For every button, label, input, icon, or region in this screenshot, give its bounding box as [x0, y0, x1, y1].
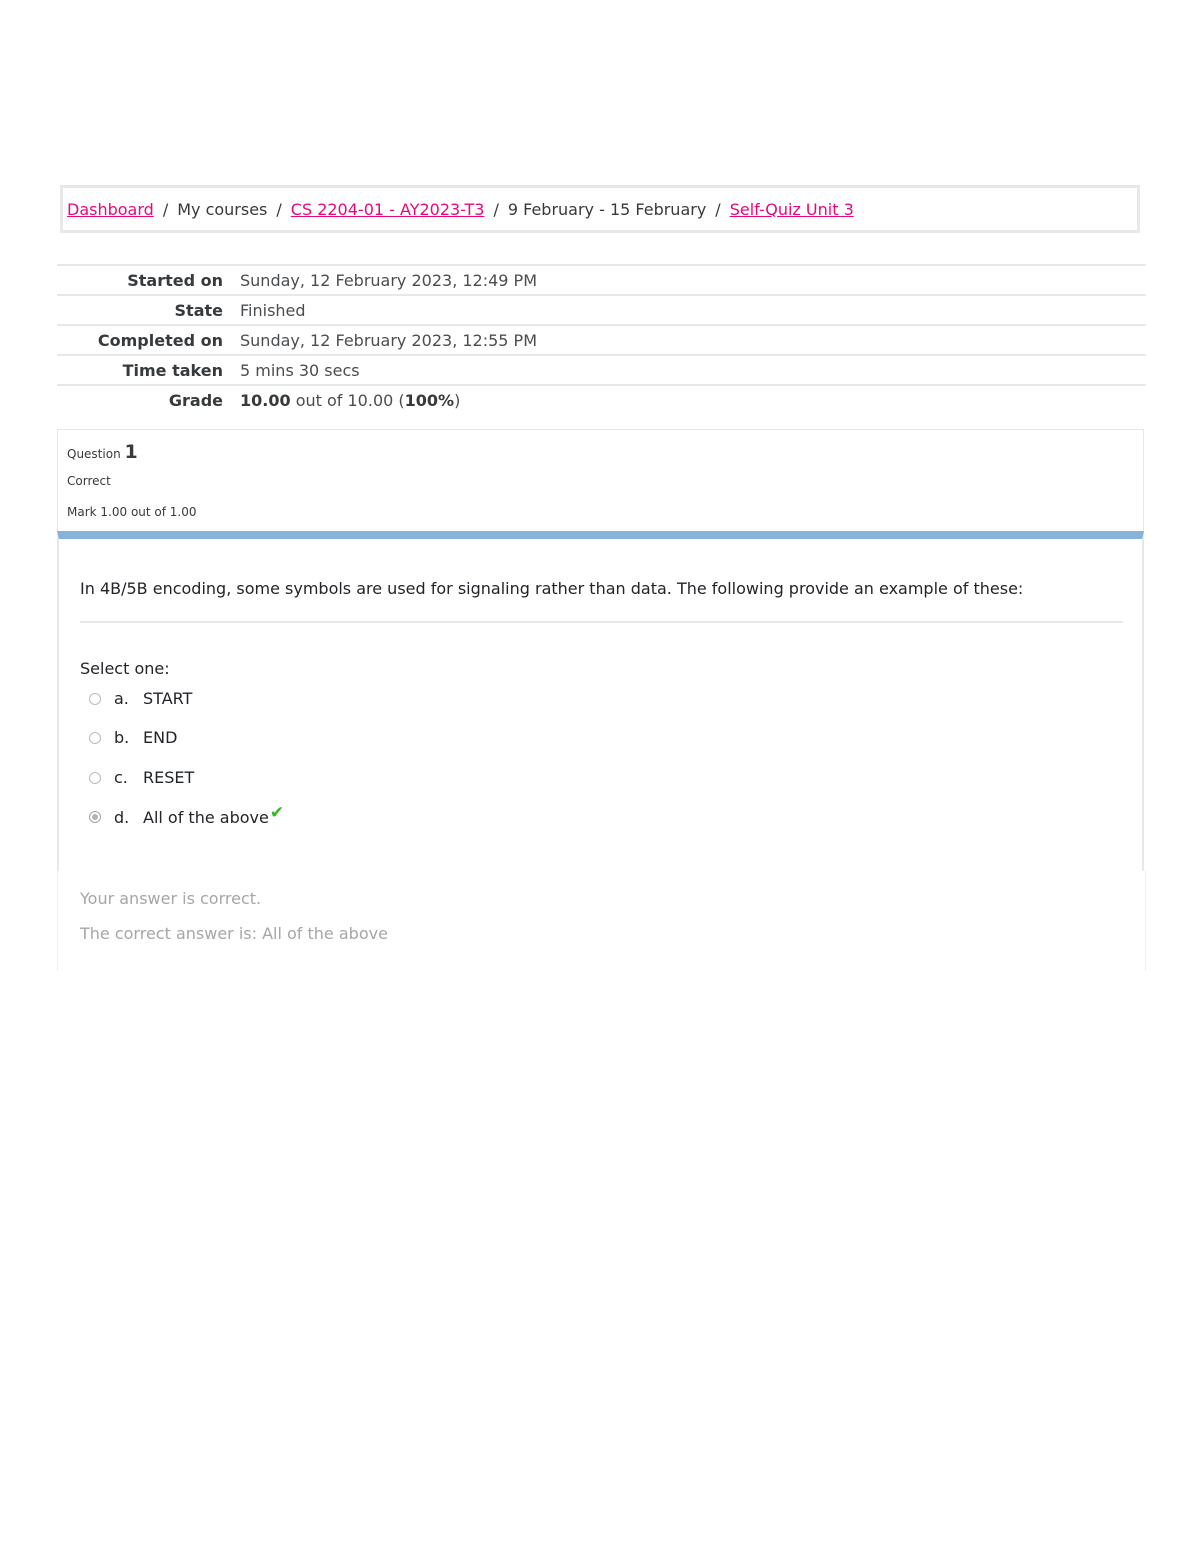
- option-label: START: [143, 689, 193, 708]
- summary-label: Started on: [127, 270, 223, 290]
- option-label: All of the above: [143, 807, 269, 827]
- radio-button-selected[interactable]: [89, 811, 101, 823]
- breadcrumb-course-link[interactable]: CS 2204-01 - AY2023-T3: [290, 199, 485, 219]
- summary-row-grade: [57, 386, 1146, 414]
- option-letter: a.: [114, 689, 129, 708]
- breadcrumb-separator: /: [162, 199, 169, 219]
- question-number: 1: [124, 441, 138, 463]
- summary-row-state: [57, 296, 1146, 326]
- radio-button[interactable]: [89, 693, 101, 705]
- breadcrumb-separator: /: [493, 199, 499, 219]
- question-feedback: [57, 871, 1146, 971]
- question-number-line: [67, 441, 138, 463]
- summary-row-completed: [57, 326, 1146, 356]
- breadcrumb-dashboard-link[interactable]: Dashboard: [67, 199, 154, 219]
- summary-label: Completed on: [97, 330, 223, 350]
- feedback-result: Your answer is correct.: [80, 889, 262, 908]
- question-content: [57, 531, 1144, 871]
- breadcrumb: [60, 185, 1140, 233]
- breadcrumb-week: 9 February - 15 February: [507, 199, 707, 219]
- answer-option-c[interactable]: [89, 768, 194, 787]
- summary-value: Sunday, 12 February 2023, 12:49 PM: [240, 270, 538, 290]
- summary-row-time-taken: [57, 356, 1146, 386]
- question-prefix: Question: [67, 447, 121, 461]
- grade-score: 10.00: [240, 390, 291, 410]
- summary-value: 5 mins 30 secs: [240, 360, 360, 380]
- attempt-summary-table: [57, 264, 1146, 414]
- grade-out-of: out of 10.00 (: [290, 390, 405, 410]
- question-divider: [80, 621, 1123, 623]
- question-info: [57, 429, 1144, 531]
- summary-label: Grade: [168, 390, 223, 410]
- option-letter: d.: [114, 807, 130, 827]
- option-label: END: [143, 728, 178, 747]
- breadcrumb-separator: /: [715, 199, 721, 219]
- breadcrumb-my-courses: My courses: [177, 199, 268, 219]
- radio-button[interactable]: [89, 772, 101, 784]
- option-letter: c.: [114, 768, 128, 787]
- grade-value: [240, 391, 460, 410]
- grade-percent: 100%: [404, 390, 455, 410]
- question-state: Correct: [67, 474, 111, 488]
- breadcrumb-quiz-link[interactable]: Self-Quiz Unit 3: [729, 199, 854, 219]
- question-text: In 4B/5B encoding, some symbols are used for signaling rather than data. The following provide an example of these:: [80, 579, 1024, 598]
- summary-value: Finished: [240, 300, 306, 320]
- summary-row-started: [57, 266, 1146, 296]
- grade-close: ): [454, 390, 461, 410]
- answer-option-b[interactable]: [89, 728, 177, 747]
- answer-option-a[interactable]: [89, 689, 192, 708]
- feedback-correct-answer: The correct answer is: All of the above: [80, 924, 388, 943]
- select-one-prompt: Select one:: [80, 659, 170, 678]
- question-mark: Mark 1.00 out of 1.00: [67, 505, 197, 519]
- answer-option-d[interactable]: [89, 803, 285, 827]
- breadcrumb-separator: /: [276, 199, 282, 219]
- summary-label: State: [174, 300, 223, 320]
- check-icon: ✔: [269, 803, 285, 823]
- summary-label: Time taken: [122, 360, 223, 380]
- option-letter: b.: [114, 728, 130, 747]
- summary-value: Sunday, 12 February 2023, 12:55 PM: [240, 330, 538, 350]
- radio-button[interactable]: [89, 732, 101, 744]
- option-label: RESET: [143, 768, 195, 787]
